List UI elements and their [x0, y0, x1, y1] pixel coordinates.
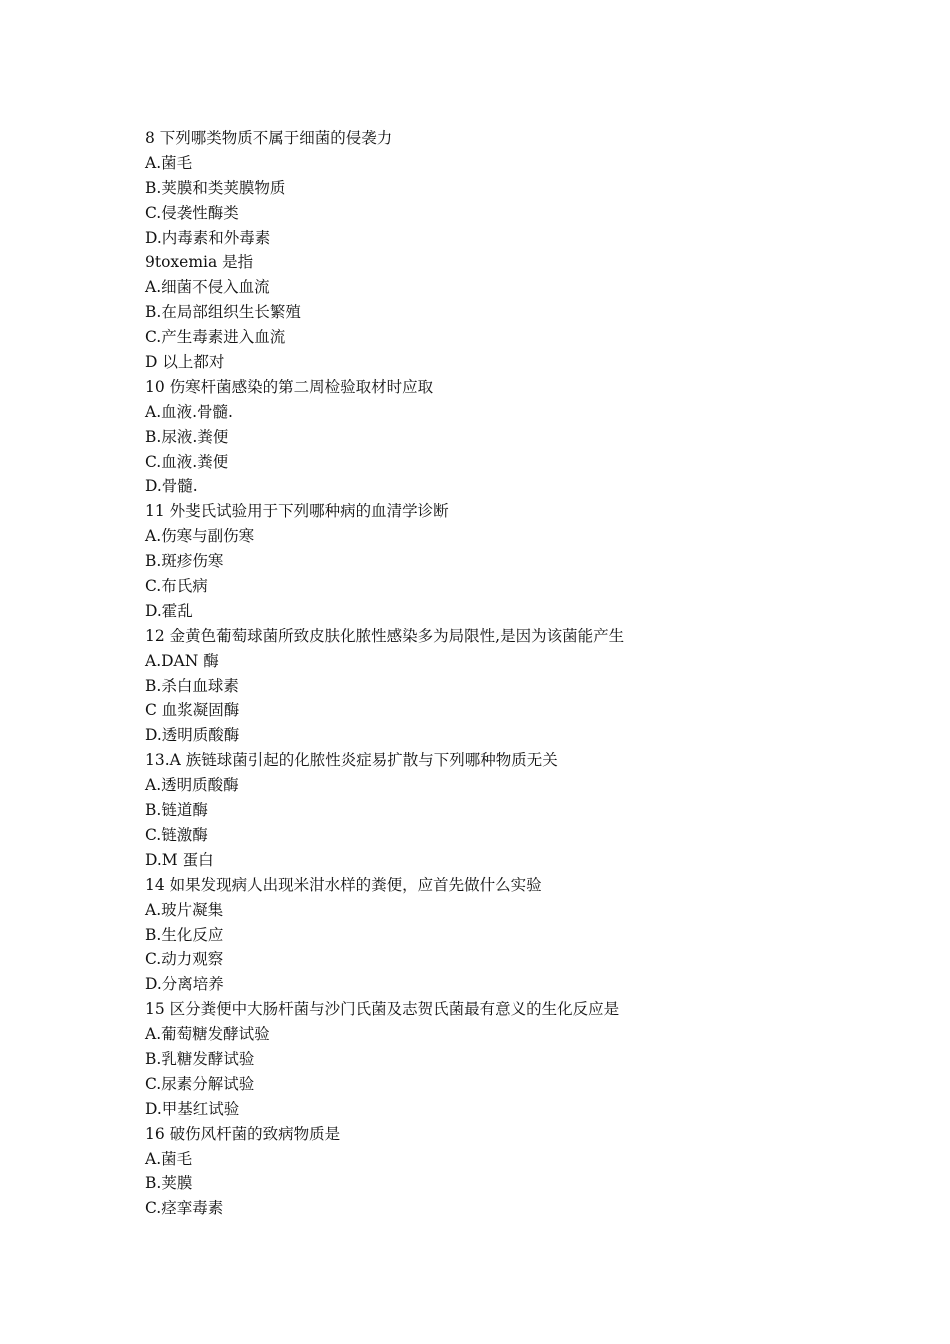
- question-16-stem: 16 破伤风杆菌的致病物质是: [145, 1124, 341, 1143]
- question-15-stem: 15 区分粪便中大肠杆菌与沙门氏菌及志贺氏菌最有意义的生化反应是: [145, 1000, 620, 1019]
- question-9-option-c: C.产生毒素进入血流: [145, 328, 286, 347]
- question-11-option-a: A.伤寒与副伤寒: [145, 527, 255, 546]
- question-13-option-d: D.M 蛋白: [145, 850, 214, 869]
- question-8-stem: 8 下列哪类物质不属于细菌的侵袭力: [145, 129, 393, 147]
- question-8-option-a: A.菌毛: [145, 153, 193, 172]
- question-10-option-d: D.骨髓.: [145, 477, 198, 496]
- question-14-option-c: C.动力观察: [145, 950, 224, 969]
- question-9-stem: 9toxemia 是指: [145, 253, 254, 272]
- question-8-option-b: B.荚膜和类荚膜物质: [145, 178, 286, 197]
- question-14-option-d: D.分离培养: [145, 975, 224, 994]
- question-10-option-b: B.尿液.粪便: [145, 427, 229, 446]
- question-11-option-b: B.斑疹伤寒: [145, 552, 224, 571]
- question-9-option-b: B.在局部组织生长繁殖: [145, 303, 301, 322]
- question-15-option-a: A.葡萄糖发酵试验: [145, 1025, 270, 1044]
- question-13-option-b: B.链道酶: [145, 801, 208, 820]
- question-10-option-c: C.血液.粪便: [145, 452, 229, 471]
- question-15-option-d: D.甲基红试验: [145, 1099, 240, 1118]
- question-13-stem: 13.A 族链球菌引起的化脓性炎症易扩散与下列哪种物质无关: [145, 751, 558, 770]
- question-14-option-b: B.生化反应: [145, 925, 224, 944]
- question-13-option-c: C.链激酶: [145, 825, 208, 844]
- question-11-option-d: D.霍乱: [145, 601, 193, 620]
- question-8-option-c: C.侵袭性酶类: [145, 203, 239, 222]
- question-14-stem: 14 如果发现病人出现米泔水样的粪便，应首先做什么实验: [145, 875, 542, 894]
- document-page: [145, 126, 905, 1221]
- question-11-option-c: C.布氏病: [145, 577, 208, 596]
- question-12-option-d: D.透明质酸酶: [145, 726, 240, 745]
- question-12-stem: 12 金黄色葡萄球菌所致皮肤化脓性感染多为局限性,是因为该菌能产生: [145, 626, 625, 645]
- question-8-option-d: D.内毒素和外毒素: [145, 228, 271, 247]
- question-16-option-b: B.荚膜: [145, 1174, 193, 1193]
- question-15-option-c: C.尿素分解试验: [145, 1074, 255, 1093]
- question-10-stem: 10 伤寒杆菌感染的第二周检验取材时应取: [145, 377, 434, 396]
- question-11-stem: 11 外斐氏试验用于下列哪种病的血清学诊断: [145, 502, 449, 521]
- question-16-option-c: C.痉挛毒素: [145, 1199, 224, 1218]
- question-9-option-a: A.细菌不侵入血流: [145, 278, 270, 297]
- question-10-option-a: A.血液.骨髓.: [145, 402, 233, 421]
- question-16-option-a: A.菌毛: [145, 1149, 193, 1168]
- question-12-option-b: B.杀白血球素: [145, 676, 239, 695]
- question-9-option-d: D 以上都对: [145, 353, 225, 372]
- question-12-option-c: C 血浆凝固酶: [145, 701, 240, 720]
- question-15-option-b: B.乳糖发酵试验: [145, 1049, 255, 1068]
- question-13-option-a: A.透明质酸酶: [145, 776, 239, 795]
- question-14-option-a: A.玻片凝集: [145, 900, 224, 919]
- question-12-option-a: A.DAN 酶: [145, 651, 219, 670]
